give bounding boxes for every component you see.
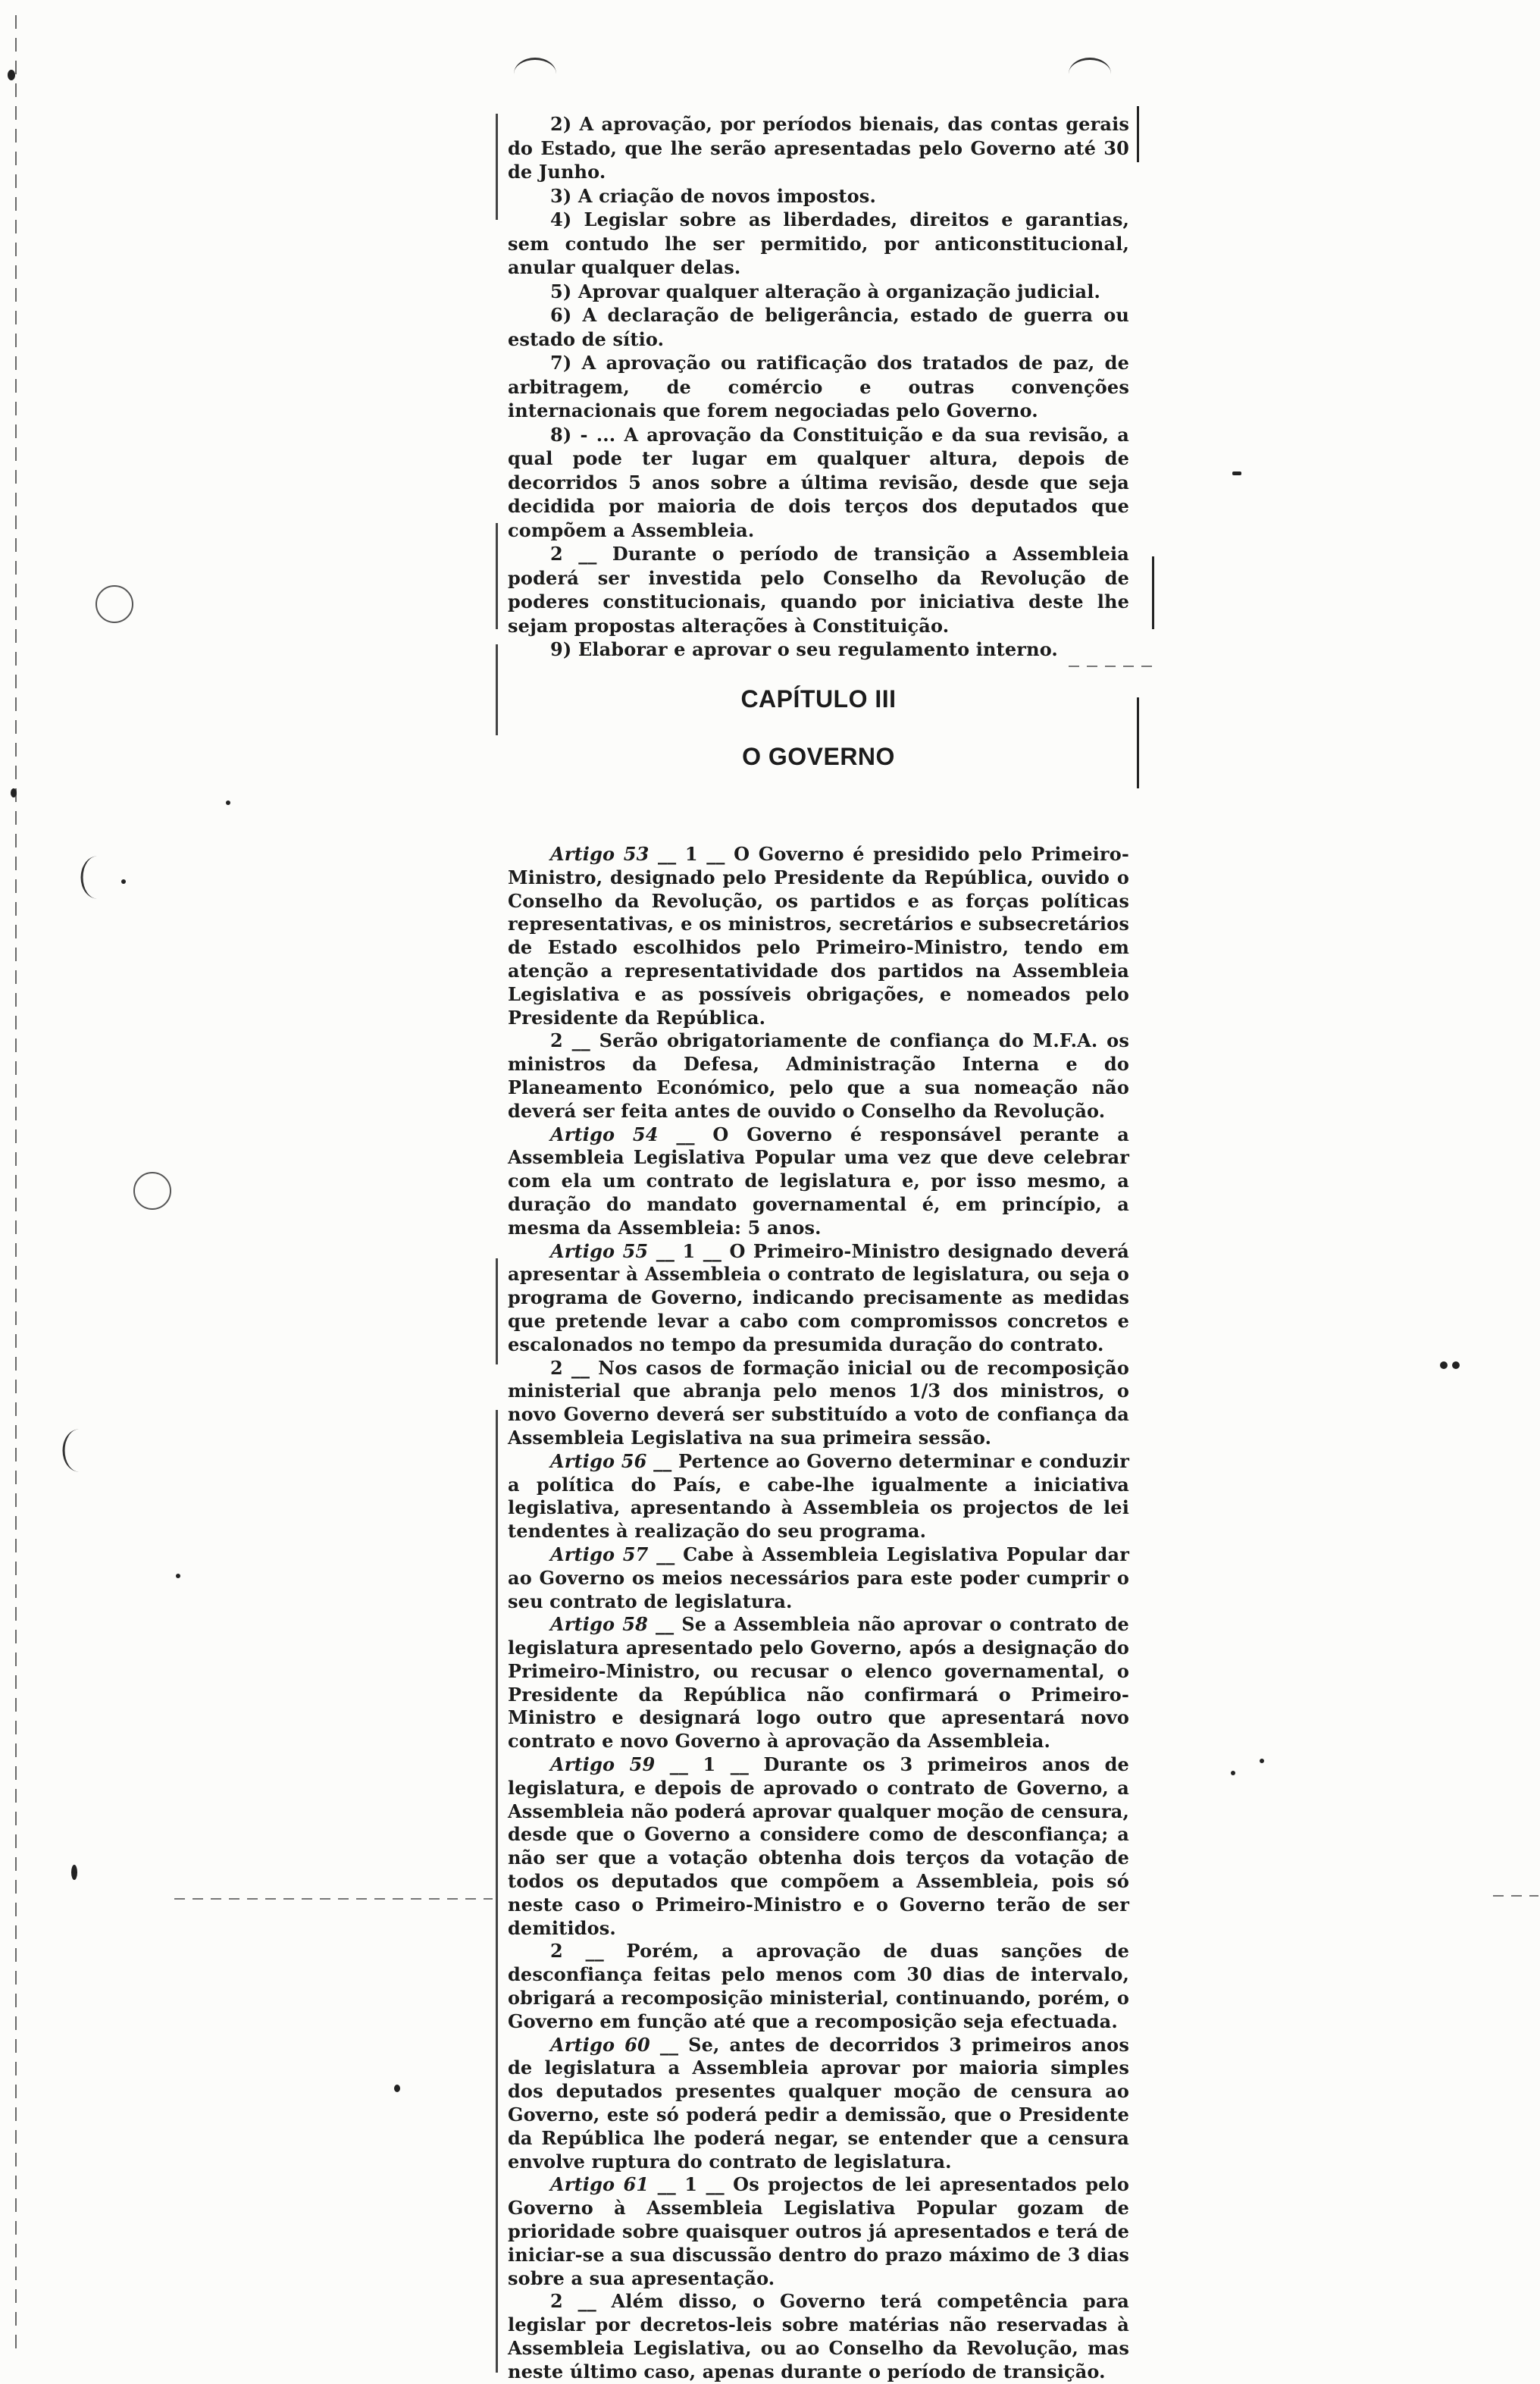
clipping-edge (496, 644, 498, 735)
scan-speck (1452, 1361, 1460, 1369)
scan-speck (176, 1574, 180, 1578)
scan-speck (1260, 1759, 1264, 1763)
article-paragraph (508, 2173, 1129, 2290)
chapter-title: CAPÍTULO III (740, 685, 897, 713)
article-paragraph (508, 2290, 1129, 2383)
article-paragraph (508, 1543, 1129, 1613)
article-label: Artigo 60 (550, 2033, 650, 2056)
scan-arc (1069, 58, 1111, 90)
article-label: Artigo 58 (550, 1613, 648, 1636)
articles-block (508, 843, 1129, 2384)
punch-hole (95, 585, 133, 623)
article-paragraph (508, 1123, 1129, 1240)
article-text: __ 1 __ O Governo é presidido pelo Primeiro-Ministro, designado pelo Presidente da República, ouvido o Conselho da Revolução, os partidos e as forças políticas representativas, e os ministros, secretários e subsecretários de Estado escolhidos pelo Primeiro-Ministro, tendo em atenção a representatividade dos partidos na Assembleia Legislativa e as possíveis obrigações, e nomeados pelo Presidente da República. (508, 843, 1129, 1029)
article-paragraph (508, 1029, 1129, 1123)
article-paragraph (508, 2034, 1129, 2174)
scan-speck (1440, 1361, 1448, 1369)
article-text: 2 __ Além disso, o Governo terá competência para legislar por decretos-leis sobre matérias não reservadas à Assembleia Legislativa, ou ao Conselho da Revolução, mas neste último caso, apenas durante o período de transição. (508, 2290, 1129, 2382)
article-paragraph (508, 1753, 1129, 1940)
article-label: Artigo 55 (550, 1239, 649, 1262)
article-label: Artigo 54 (550, 1123, 659, 1145)
scan-speck (71, 1865, 77, 1880)
clipping-edge (496, 523, 498, 629)
punch-hole (133, 1172, 171, 1210)
article-paragraph (508, 1613, 1129, 1753)
scan-arc (514, 58, 556, 90)
scan-speck (121, 879, 126, 884)
article-paragraph (508, 843, 1129, 1029)
article-text: __ 1 __ O Primeiro-Ministro designado deverá apresentar à Assembleia o contrato de legislatura, ou seja o programa de Governo, indicando precisamente as medidas que pretende levar a cabo com compromissos concretos e escalonados no tempo da presumida duração do contrato. (508, 1239, 1129, 1355)
article-paragraph (508, 1450, 1129, 1543)
scan-arc (81, 857, 114, 899)
paragraph: 8) - ... A aprovação da Constituição e da sua revisão, a qual pode ter lugar em qualquer altura, depois de decorridos 5 anos sobre a última revisão, desde que seja decidida por maioria de dois terços dos deputados que compõem a Assembleia. (508, 423, 1129, 541)
article-paragraph (508, 1940, 1129, 2033)
article-paragraph (508, 1240, 1129, 1357)
clipping-edge (1137, 697, 1139, 788)
article-label: Artigo 53 (550, 843, 649, 865)
article-label: Artigo 57 (550, 1543, 649, 1565)
article-text: __ Cabe à Assembleia Legislativa Popular dar ao Governo os meios necessários para este poder cumprir o seu contrato de legislatura. (508, 1543, 1129, 1612)
clipping-edge (496, 1258, 498, 1364)
article-text: __ O Governo é responsável perante a Assembleia Legislativa Popular uma vez que deve celebrar com ela um contrato de legislatura e, por isso mesmo, a duração do mandato governamental é, em princípio, a mesma da Assembleia: 5 anos. (508, 1123, 1129, 1239)
paragraph: 5) Aprovar qualquer alteração à organização judicial. (550, 280, 1101, 302)
article-text: 2 __ Porém, a aprovação de duas sanções de desconfiança feitas pelo menos com 30 dias de intervalo, obrigará a recomposição ministerial, continuando, porém, o Governo em função até que a recomposição seja efectuada. (508, 1940, 1129, 2032)
scan-speck (1231, 1771, 1235, 1775)
scan-speck (1232, 471, 1241, 475)
scan-speck (394, 2085, 400, 2092)
scan-dash (1493, 1895, 1538, 1897)
article-text: __ Pertence ao Governo determinar e conduzir a política do País, e cabe-lhe igualmente a iniciativa legislativa, apresentando à Assembleia os projectos de lei tendentes à realização do seu programa. (508, 1449, 1129, 1543)
chapter-subtitle: O GOVERNO (742, 743, 895, 770)
paragraph: 4) Legislar sobre as liberdades, direitos e garantias, sem contudo lhe ser permitido, por anticonstitucional, anular qualquer delas. (508, 208, 1129, 278)
clipping-edge (496, 114, 498, 220)
article-label: Artigo 59 (550, 1753, 656, 1776)
scan-speck (11, 788, 17, 797)
clipping-edge (1137, 106, 1139, 162)
article-label: Artigo 61 (550, 2173, 649, 2196)
article-text: __ Se a Assembleia não aprovar o contrato de legislatura apresentado pelo Governo, após a designação do Primeiro-Ministro, ou recusar o elenco governamental, o Presidente da República não confirmará o Primeiro-Ministro e designará logo outro que apresentará novo contrato e novo Governo à aprovação da Assembleia. (508, 1613, 1129, 1753)
article-label: Artigo 56 (550, 1449, 647, 1472)
scan-dash (174, 1898, 493, 1900)
scan-arc (63, 1430, 95, 1472)
article-text: __ Se, antes de decorridos 3 primeiros anos de legislatura a Assembleia aprovar por maioria simples dos deputados presentes qualquer moção de censura ao Governo, este só poderá pedir a demissão, que o Presidente da República lhe poderá negar, se entender que a censura envolve ruptura do contrato de legislatura. (508, 2033, 1129, 2173)
paragraph: 2 __ Durante o período de transição a Assembleia poderá ser investida pelo Conselho da Revolução de poderes constitucionais, quando por iniciativa deste lhe sejam propostas alterações à Constituição. (508, 543, 1129, 637)
article-text: __ 1 __ Durante os 3 primeiros anos de legislatura, e depois de aprovado o contrato de Governo, a Assembleia não poderá aprovar qualquer moção de censura, desde que o Governo a considere como de desconfiança; a não ser que a votação obtenha dois terços da votação de todos os deputados que compõem a Assembleia, pois só neste caso o Primeiro-Ministro e o Governo terão de ser demitidos. (508, 1753, 1129, 1939)
continuation-block (508, 112, 1129, 662)
paragraph: 9) Elaborar e aprovar o seu regulamento interno. (550, 638, 1058, 660)
article-text: 2 __ Nos casos de formação inicial ou de recomposição ministerial que abranja pelo menos 1/3 dos ministros, o novo Governo deverá ser substituído a voto de confiança da Assembleia Legislativa na sua primeira sessão. (508, 1356, 1129, 1449)
clipping-edge (496, 1410, 498, 2373)
scan-speck (226, 800, 230, 805)
scan-dash (1069, 666, 1160, 667)
paragraph: 6) A declaração de beligerância, estado de guerra ou estado de sítio. (508, 304, 1129, 350)
paragraph: 2) A aprovação, por períodos bienais, das contas gerais do Estado, que lhe serão apresentadas pelo Governo até 30 de Junho. (508, 113, 1129, 183)
scan-margin-line (15, 15, 17, 2357)
clipping-edge (1152, 556, 1154, 629)
scan-speck (8, 70, 15, 80)
article-text: 2 __ Serão obrigatoriamente de confiança do M.F.A. os ministros da Defesa, Administração Interna e do Planeamento Económico, pelo que a sua nomeação não deverá ser feita antes de ouvido o Conselho da Revolução. (508, 1029, 1129, 1122)
article-paragraph (508, 1357, 1129, 1450)
article-text: __ 1 __ Os projectos de lei apresentados pelo Governo à Assembleia Legislativa Popular gozam de prioridade sobre quaisquer outros já apresentados e terá de iniciar-se a sua discussão dentro do prazo máximo de 3 dias sobre a sua apresentação. (508, 2173, 1129, 2289)
paragraph: 3) A criação de novos impostos. (550, 184, 876, 207)
paragraph: 7) A aprovação ou ratificação dos tratados de paz, de arbitragem, de comércio e outras convenções internacionais que forem negociadas pelo Governo. (508, 352, 1129, 421)
